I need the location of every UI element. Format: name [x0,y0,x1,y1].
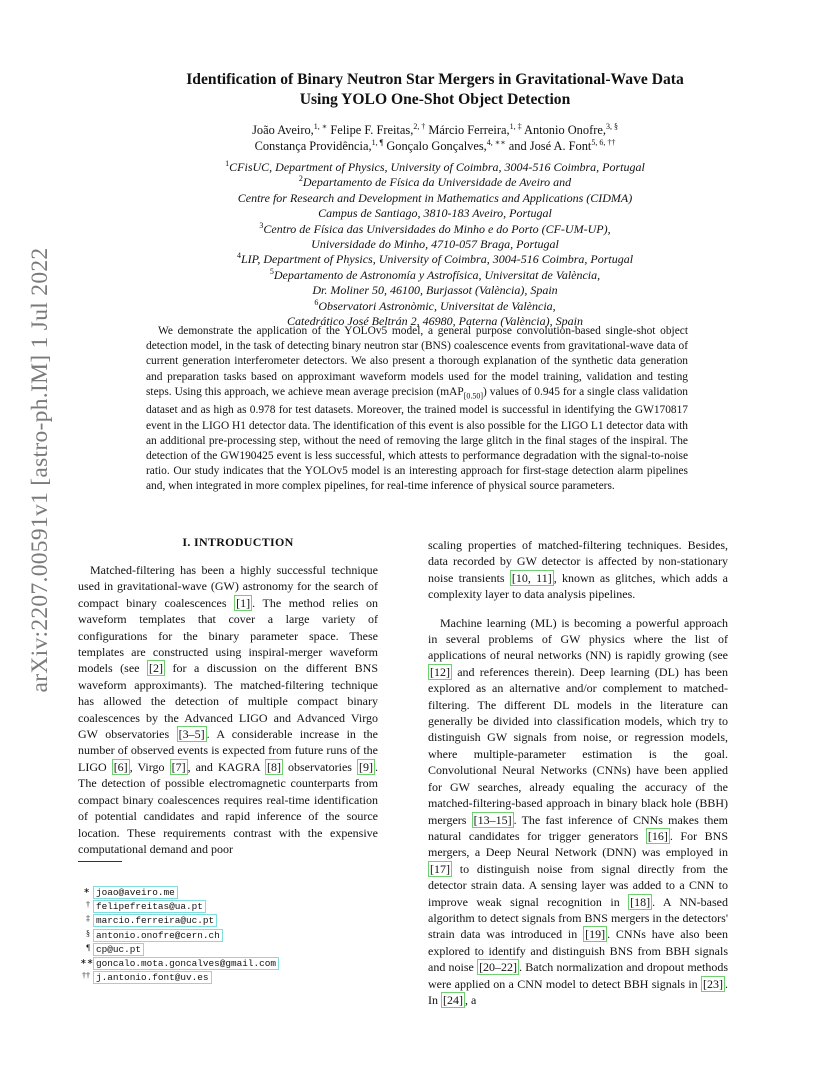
email-link[interactable]: antonio.onofre@cern.ch [93,929,223,942]
email-link[interactable]: goncalo.mota.goncalves@gmail.com [93,957,279,970]
abstract: We demonstrate the application of the YOLOv5 model, a general purpose convolution-based single-shot object detection model, in the task of detecting binary neutron star (BNS) coalescence events from gravitational-wave data of current generation interferometer detectors. We also present a thorough explanation of the synthetic data generation and preparation tasks based on approximant waveform models used for the model training, validation and testing steps. Using this approach, we achieve mean average precision (mAP$_{[0.50]}$) values of 0.945 for a single class validation dataset and as high as 0.978 for test datasets. Moreover, the trained model is successful in identifying the GW170817 event in the LIGO H1 detector data. The identification of this event is also possible for the LIGO L1 detector data with an additional pre-processing step, without the need of removing the large glitch in the final stages of the inspiral. The detection of the GW190425 event is less successful, which attests to performance degradation with the signal-to-noise ratio. Our study indicates that the YOLOv5 model is an interesting approach for first-stage detection alarm pipelines and, when integrated in more complex pipelines, for real-time inference of physical source parameters. [146,325,688,493]
affiliation: Dr. Moliner 50, 46100, Burjassot (València), Spain [312,283,558,298]
paragraph: scaling properties of matched-filtering techniques. Besides, data recorded by GW detector is affected by non-stationary noise transients [10, 11] , known as glitches, which adds a complexity layer to data analysis pipelines. [428,538,728,602]
left-column [78,562,378,857]
affiliation: $^4$LIP, Department of Physics, University of Coimbra, 3004-516 Coimbra, Portugal [236,251,634,267]
author-sup[interactable]: 1, ‡ [509,121,522,131]
citation-link[interactable]: [17] [430,861,450,876]
affiliation: $^2$Departamento de Física da Universidade de Aveiro and [298,174,572,190]
affiliation: $^3$Centro de Física das Universidades do Minho e do Porto (CF-UM-UP), [259,220,611,236]
citation-link[interactable]: [23] [703,976,723,991]
citation-link[interactable]: [20–22] [479,960,518,975]
citation-link[interactable]: [1] [236,595,251,610]
author-name: Antonio Onofre, [521,123,606,137]
affiliation: $^5$Departamento de Astronomía y Astrofísica, Universitat de València, [269,266,601,282]
affiliation: Centre for Research and Development in Mathematics and Applications (CIDMA) [237,190,633,205]
author-sup[interactable]: 1, ∗ [313,121,328,131]
author-sup[interactable]: 2, † [413,121,426,131]
email-link[interactable]: felipefreitas@ua.pt [93,900,206,913]
author-name: Gonçalo Gonçalves, [383,139,487,153]
footnote-rule [78,861,122,862]
footnote: ∗∗ goncalo.mota.goncalves@gmail.com [80,956,400,970]
footnote: † felipefreitas@ua.pt [80,899,400,913]
author-line-2 [95,138,775,154]
affiliation: Campus de Santiago, 3810-183 Aveiro, Portugal [318,206,552,221]
title-line-2: Using YOLO One-Shot Object Detection [299,91,571,108]
title-line-1: Identification of Binary Neutron Star Mergers in Gravitational-Wave Data [186,71,684,88]
citation-link[interactable]: [18] [630,894,651,909]
author-sup[interactable]: 4, ∗∗ [486,137,506,147]
citation-link[interactable]: [3–5] [178,727,205,742]
paragraph: Machine learning (ML) is becoming a powerful approach in several problems of GW physics where the list of applications of neural networks (NN) is rapidly growing (see [12] and references therein). Deep learning (DL) has been explored as an alternative and/or complement to matched-filtering. The different DL models in the literature can generally be divided into classification models, which try to distinguish GW signals from noise, or regression models, where multiple-parameter estimation is the goal. Convolutional Neural Networks (CNNs) have been applied for GW searches, already equaling the accuracy of the matched-filtering-based approach in binary black hole (BBH) mergers [13–15] . The fast inference of CNNs makes them natural candidates for trigger generators [16] . For BNS mergers, a Deep Neural Network (DNN) was employed in [17] to distinguish noise from signal directly from the detector strain data. A sensing layer was added to a CNN to improve weak signal recognition in [18] . A NN-based algorithm to detect signals from BNS mergers in the detectors' strain data was introduced in [19] . CNNs have also been explored to identify and distinguish BNS from BBH signals and noise [20–22] . Batch normalization and dropout methods were applied on a CNN model to detect BBH signals in [23] . In [24] , a [428,615,729,1007]
citation-link[interactable]: [8] [266,759,281,774]
author-sup[interactable]: 1, ¶ [371,137,384,147]
footnote: § antonio.onofre@cern.ch [80,928,400,942]
affiliation: $^6$Observatori Astronòmic, Universitat de València, [314,297,556,313]
author-list [95,122,775,154]
footnotes [80,885,400,984]
citation-link[interactable]: [7] [171,759,186,774]
author-name: João Aveiro, [252,123,314,137]
paper-title [95,70,775,110]
paragraph: Matched-filtering has been a highly successful technique used in gravitational-wave (GW) astronomy for the search of compact binary coalescences [1] . The method relies on waveform templates that cover a large variety of configurations for the binary parameter space. These templates are constructed using inspiral-merger waveform models (see [2] for a discussion on the different BNS waveform approximants). The matched-filtering technique has allowed the detection of multiple compact binary coalescences by the Advanced LIGO and Advanced Virgo GW observatories [3–5] . A considerable increase in the number of observed events is expected from future runs of the LIGO [6] , Virgo [7] , and KAGRA [8] observatories [9] . The detection of possible electromagnetic counterparts from compact binary coalescences requires real-time identification of potential candidates and rapid inference of the source location. These requirements contrast with the expensive computational demand and poor [78,563,379,856]
citation-link[interactable]: [12] [430,664,450,679]
footnote: ‡ marcio.ferreira@uc.pt [80,913,400,927]
email-link[interactable]: marcio.ferreira@uc.pt [93,914,217,927]
author-sup[interactable]: 3, § [605,121,618,131]
affiliation: Catedrático José Beltrán 2, 46980, Paterna (València), Spain [287,314,583,329]
section-heading-introduction: I. INTRODUCTION [182,535,294,549]
arxiv-identifier: arXiv:2207.00591v1 [astro-ph.IM] 1 Jul 2022 [27,247,53,693]
email-link[interactable]: joao@aveiro.me [93,886,178,899]
email-link[interactable]: j.antonio.font@uv.es [93,971,212,984]
citation-link[interactable]: [9] [359,759,373,774]
citation-link[interactable]: [16] [647,828,668,843]
affiliations [95,160,775,329]
citation-link[interactable]: [10, 11] [511,570,552,585]
author-name: Márcio Ferreira, [425,123,510,137]
citation-link[interactable]: [24] [443,992,463,1007]
author-sup[interactable]: 5, 6, †† [591,137,616,147]
citation-link[interactable]: [6] [113,759,128,774]
author-name: Felipe F. Freitas, [327,123,414,137]
right-column [428,537,728,1008]
citation-link[interactable]: [19] [585,927,606,942]
citation-link[interactable]: [13–15] [473,812,512,827]
footnote: †† j.antonio.font@uv.es [80,970,400,984]
author-name: and José A. Font [505,139,592,153]
footnote: ¶ cp@uc.pt [80,942,400,956]
citation-link[interactable]: [2] [149,661,164,676]
footnote: ∗ joao@aveiro.me [80,885,400,899]
author-name: Constança Providência, [254,139,372,153]
affiliation: Universidade do Minho, 4710-057 Braga, Portugal [311,237,559,252]
author-line-1 [95,122,775,138]
affiliation: $^1$CFisUC, Department of Physics, University of Coimbra, 3004-516 Coimbra, Portugal [225,159,645,174]
email-link[interactable]: cp@uc.pt [93,943,144,956]
